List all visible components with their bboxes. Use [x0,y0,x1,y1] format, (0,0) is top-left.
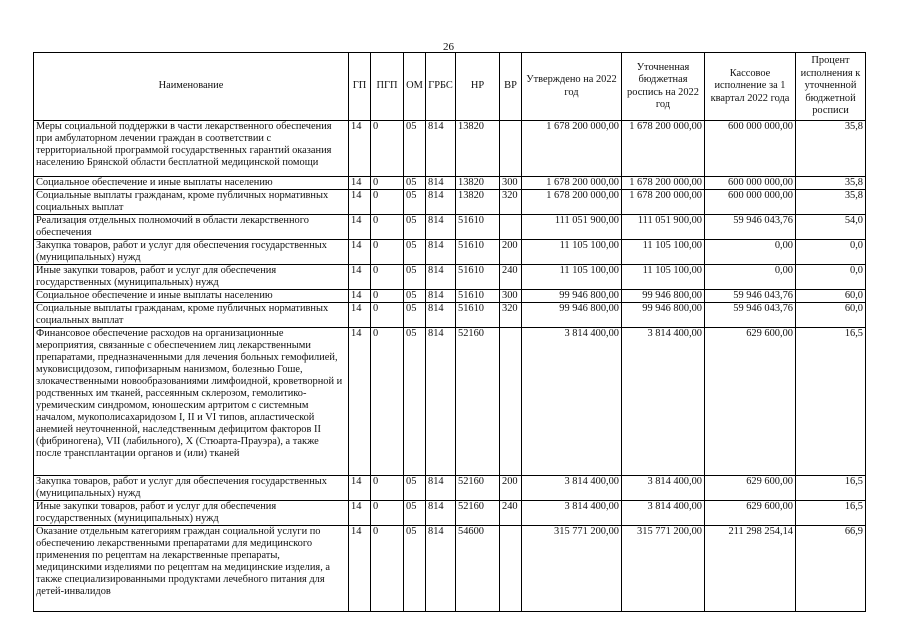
cell-np: 52160 [456,476,500,501]
cell-om: 05 [404,215,426,240]
cell-cash: 211 298 254,14 [705,526,796,612]
cell-percent: 16,5 [796,476,866,501]
cell-om: 05 [404,328,426,476]
cell-refined: 3 814 400,00 [622,328,705,476]
header-vr: ВР [500,53,522,121]
cell-np: 51610 [456,290,500,303]
cell-cash: 59 946 043,76 [705,303,796,328]
header-name: Наименование [34,53,349,121]
cell-om: 05 [404,265,426,290]
table-row [34,328,866,476]
cell-percent: 54,0 [796,215,866,240]
cell-percent: 35,8 [796,190,866,215]
table-row [34,303,866,328]
cell-cash: 629 600,00 [705,501,796,526]
cell-gp: 14 [349,265,371,290]
cell-vr [500,121,522,177]
cell-refined: 1 678 200 000,00 [622,190,705,215]
cell-vr [500,526,522,612]
cell-om: 05 [404,240,426,265]
cell-vr: 320 [500,303,522,328]
cell-refined: 1 678 200 000,00 [622,177,705,190]
cell-vr [500,215,522,240]
cell-percent: 16,5 [796,501,866,526]
cell-gp: 14 [349,526,371,612]
cell-ppgp: 0 [371,190,404,215]
cell-vr: 200 [500,476,522,501]
cell-gp: 14 [349,240,371,265]
cell-np: 51610 [456,215,500,240]
cell-gp: 14 [349,476,371,501]
cell-np: 52160 [456,328,500,476]
cell-np: 51610 [456,303,500,328]
cell-refined: 3 814 400,00 [622,476,705,501]
cell-approved: 1 678 200 000,00 [522,121,622,177]
cell-om: 05 [404,121,426,177]
cell-refined: 11 105 100,00 [622,240,705,265]
cell-om: 05 [404,526,426,612]
cell-np: 51610 [456,240,500,265]
cell-percent: 0,0 [796,240,866,265]
cell-om: 05 [404,290,426,303]
table-body [34,121,866,612]
cell-ppgp: 0 [371,215,404,240]
budget-table [33,52,866,612]
cell-gp: 14 [349,303,371,328]
cell-name: Закупка товаров, работ и услуг для обеспечения государственных (муниципальных) нужд [34,240,349,265]
cell-vr: 240 [500,501,522,526]
cell-cash: 59 946 043,76 [705,215,796,240]
cell-ppgp: 0 [371,328,404,476]
header-refined: Уточненная бюджетная роспись на 2022 год [622,53,705,121]
cell-name: Социальные выплаты гражданам, кроме публичных нормативных социальных выплат [34,190,349,215]
cell-percent: 60,0 [796,290,866,303]
cell-refined: 111 051 900,00 [622,215,705,240]
cell-grbs: 814 [426,177,456,190]
cell-percent: 35,8 [796,177,866,190]
cell-approved: 1 678 200 000,00 [522,177,622,190]
cell-approved: 11 105 100,00 [522,240,622,265]
table-row [34,501,866,526]
cell-name: Реализация отдельных полномочий в области лекарственного обеспечения [34,215,349,240]
header-cash: Кассовое исполнение за 1 квартал 2022 года [705,53,796,121]
cell-name: Иные закупки товаров, работ и услуг для обеспечения государственных (муниципальных) нужд [34,501,349,526]
cell-om: 05 [404,476,426,501]
cell-ppgp: 0 [371,240,404,265]
cell-name: Социальные выплаты гражданам, кроме публичных нормативных социальных выплат [34,303,349,328]
cell-cash: 59 946 043,76 [705,290,796,303]
header-percent: Процент исполнения к уточненной бюджетной росписи [796,53,866,121]
cell-grbs: 814 [426,303,456,328]
cell-vr: 320 [500,190,522,215]
header-np: НР [456,53,500,121]
cell-name: Оказание отдельным категориям граждан социальной услуги по обеспечению лекарственными препаратами для медицинского применения по рецептам на лекарственные препараты, медицинскими изделиями по рецептам на медицинские изделия, а также специализированными продуктами лечебного питания для детей-инвалидов [34,526,349,612]
cell-np: 51610 [456,265,500,290]
cell-ppgp: 0 [371,177,404,190]
cell-approved: 99 946 800,00 [522,290,622,303]
cell-gp: 14 [349,177,371,190]
cell-np: 13820 [456,190,500,215]
table-row [34,190,866,215]
page-number: 26 [443,41,454,53]
table-row [34,177,866,190]
cell-ppgp: 0 [371,121,404,177]
cell-grbs: 814 [426,328,456,476]
cell-name: Социальное обеспечение и иные выплаты населению [34,177,349,190]
cell-gp: 14 [349,215,371,240]
cell-grbs: 814 [426,215,456,240]
cell-om: 05 [404,501,426,526]
cell-ppgp: 0 [371,303,404,328]
cell-percent: 66,9 [796,526,866,612]
cell-refined: 11 105 100,00 [622,265,705,290]
cell-approved: 1 678 200 000,00 [522,190,622,215]
table-row [34,240,866,265]
cell-ppgp: 0 [371,476,404,501]
cell-refined: 3 814 400,00 [622,501,705,526]
cell-grbs: 814 [426,526,456,612]
table-row [34,476,866,501]
cell-gp: 14 [349,121,371,177]
cell-om: 05 [404,303,426,328]
cell-approved: 315 771 200,00 [522,526,622,612]
cell-ppgp: 0 [371,265,404,290]
cell-ppgp: 0 [371,526,404,612]
cell-name: Меры социальной поддержки в части лекарственного обеспечения при амбулаторном лечении граждан в соответствии с территориальной программой государственных гарантий оказания населению Брянской области бесплатной медицинской помощи [34,121,349,177]
table-row [34,526,866,612]
cell-approved: 111 051 900,00 [522,215,622,240]
cell-ppgp: 0 [371,501,404,526]
cell-gp: 14 [349,290,371,303]
cell-grbs: 814 [426,290,456,303]
table-row [34,215,866,240]
cell-approved: 11 105 100,00 [522,265,622,290]
cell-refined: 99 946 800,00 [622,290,705,303]
cell-grbs: 814 [426,265,456,290]
table-row [34,265,866,290]
cell-grbs: 814 [426,501,456,526]
cell-cash: 600 000 000,00 [705,121,796,177]
cell-np: 54600 [456,526,500,612]
cell-approved: 99 946 800,00 [522,303,622,328]
cell-ppgp: 0 [371,290,404,303]
cell-cash: 600 000 000,00 [705,177,796,190]
header-om: ОМ [404,53,426,121]
cell-percent: 60,0 [796,303,866,328]
cell-om: 05 [404,190,426,215]
header-grbs: ГРБС [426,53,456,121]
cell-cash: 0,00 [705,265,796,290]
cell-grbs: 814 [426,121,456,177]
cell-percent: 16,5 [796,328,866,476]
header-ppgp: ПГП [371,53,404,121]
cell-approved: 3 814 400,00 [522,501,622,526]
cell-np: 52160 [456,501,500,526]
table-row [34,121,866,177]
cell-grbs: 814 [426,190,456,215]
cell-percent: 35,8 [796,121,866,177]
header-row [34,53,866,121]
cell-om: 05 [404,177,426,190]
cell-gp: 14 [349,190,371,215]
cell-cash: 629 600,00 [705,476,796,501]
cell-name: Финансовое обеспечение расходов на организационные мероприятия, связанные с обеспечением лиц лекарственными препаратами, предназначенными для лечения больных гемофилией, муковисцидозом, гипофизарным нанизмом, болезнью Гоше, злокачественными новообразованиями лимфоидной, кроветворной и родственных им тканей, рассеянным склерозом, гемолитико-уремическим синдромом, юношеским артритом с системным началом, мукополисахаридозом I, II и VI типов, апластической анемией неуточненной, наследственным дефицитом факторов II (фибриногена), VII (лабильного), X (Стюарта-Прауэра), а также после трансплантации органов и (или) тканей [34,328,349,476]
cell-refined: 1 678 200 000,00 [622,121,705,177]
cell-grbs: 814 [426,240,456,265]
cell-approved: 3 814 400,00 [522,476,622,501]
cell-vr [500,328,522,476]
cell-cash: 629 600,00 [705,328,796,476]
table-row [34,290,866,303]
cell-vr: 240 [500,265,522,290]
cell-name: Закупка товаров, работ и услуг для обеспечения государственных (муниципальных) нужд [34,476,349,501]
cell-gp: 14 [349,501,371,526]
cell-cash: 600 000 000,00 [705,190,796,215]
cell-name: Иные закупки товаров, работ и услуг для обеспечения государственных (муниципальных) нужд [34,265,349,290]
cell-vr: 300 [500,177,522,190]
header-gp: ГП [349,53,371,121]
cell-cash: 0,00 [705,240,796,265]
cell-vr: 200 [500,240,522,265]
cell-approved: 3 814 400,00 [522,328,622,476]
cell-np: 13820 [456,121,500,177]
cell-grbs: 814 [426,476,456,501]
cell-refined: 315 771 200,00 [622,526,705,612]
cell-np: 13820 [456,177,500,190]
cell-percent: 0,0 [796,265,866,290]
cell-vr: 300 [500,290,522,303]
header-approved: Утверждено на 2022 год [522,53,622,121]
cell-name: Социальное обеспечение и иные выплаты населению [34,290,349,303]
cell-gp: 14 [349,328,371,476]
cell-refined: 99 946 800,00 [622,303,705,328]
